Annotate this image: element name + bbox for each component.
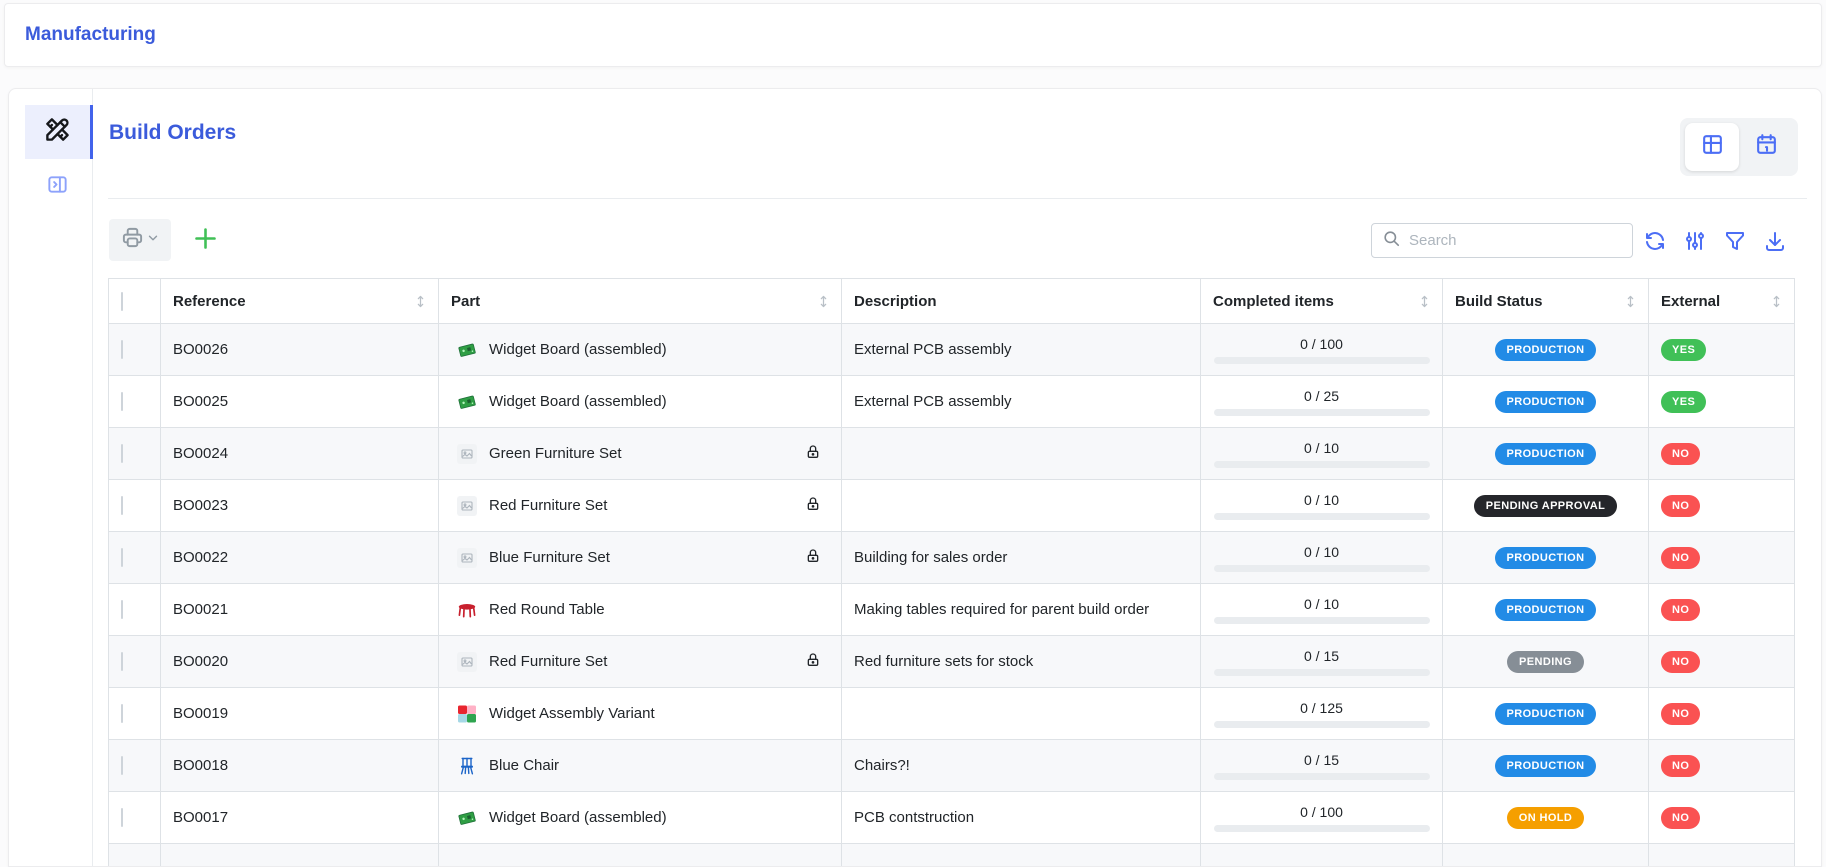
completed-value: 0 / 10 bbox=[1303, 595, 1340, 612]
row-checkbox[interactable] bbox=[121, 704, 123, 723]
description-cell: External PCB assembly bbox=[842, 376, 1201, 428]
build-status-badge: PRODUCTION bbox=[1495, 339, 1597, 361]
reference-cell: BO0022 bbox=[161, 532, 439, 584]
external-badge: YES bbox=[1661, 339, 1706, 361]
row-select-cell bbox=[109, 792, 161, 844]
pcb-thumbnail bbox=[457, 808, 477, 828]
pcb-thumbnail bbox=[457, 340, 477, 360]
app-header-bar bbox=[4, 3, 1822, 67]
column-label: Build Status bbox=[1455, 292, 1543, 310]
row-checkbox[interactable] bbox=[121, 756, 123, 775]
progress-bar bbox=[1214, 825, 1430, 832]
row-checkbox[interactable] bbox=[121, 600, 123, 619]
widget-variant-thumbnail bbox=[457, 704, 477, 724]
completed-items-cell bbox=[1201, 688, 1443, 740]
part-name: Widget Board (assembled) bbox=[489, 809, 667, 826]
panel-tab-rail bbox=[9, 89, 93, 867]
sort-icon[interactable] bbox=[1769, 294, 1784, 309]
row-checkbox[interactable] bbox=[121, 392, 123, 411]
page-breadcrumb-title: Manufacturing bbox=[25, 24, 156, 45]
column-header-external[interactable] bbox=[1649, 279, 1795, 324]
column-header-completed-items[interactable] bbox=[1201, 279, 1443, 324]
completed-value: 0 / 25 bbox=[1303, 387, 1340, 404]
part-name: Red Furniture Set bbox=[489, 653, 608, 670]
description-cell bbox=[842, 428, 1201, 480]
build-status-badge: PRODUCTION bbox=[1495, 547, 1597, 569]
build-orders-card bbox=[8, 88, 1822, 867]
row-select-cell bbox=[109, 428, 161, 480]
lock-icon bbox=[805, 548, 829, 568]
completed-items-cell bbox=[1201, 376, 1443, 428]
row-select-cell bbox=[109, 376, 161, 428]
printer-icon bbox=[121, 226, 144, 254]
filter-icon[interactable] bbox=[1723, 229, 1747, 253]
completed-value: 0 / 10 bbox=[1303, 491, 1340, 508]
row-select-cell bbox=[109, 688, 161, 740]
completed-value: 0 / 10 bbox=[1303, 439, 1340, 456]
reference-cell: BO0023 bbox=[161, 480, 439, 532]
external-badge: NO bbox=[1661, 547, 1700, 569]
select-all-checkbox[interactable] bbox=[121, 292, 123, 311]
download-icon[interactable] bbox=[1763, 229, 1787, 253]
row-checkbox[interactable] bbox=[121, 444, 123, 463]
image-placeholder bbox=[457, 652, 477, 672]
build-status-badge: PENDING bbox=[1507, 651, 1584, 673]
table-row[interactable] bbox=[109, 688, 1795, 740]
table-row[interactable] bbox=[109, 532, 1795, 584]
build-status-badge: PRODUCTION bbox=[1495, 755, 1597, 777]
completed-value: 0 / 100 bbox=[1300, 335, 1343, 352]
column-label: External bbox=[1661, 292, 1721, 310]
description-cell: PCB contstruction bbox=[842, 792, 1201, 844]
description-cell: Building for sales order bbox=[842, 532, 1201, 584]
image-placeholder bbox=[457, 548, 477, 568]
external-badge: NO bbox=[1661, 443, 1700, 465]
part-cell bbox=[451, 496, 829, 516]
select-all-header bbox=[109, 279, 161, 324]
description-cell: Red furniture sets for stock bbox=[842, 636, 1201, 688]
sort-icon[interactable] bbox=[1417, 294, 1432, 309]
divider bbox=[108, 198, 1807, 199]
calendar-view-button[interactable] bbox=[1739, 123, 1793, 171]
search-box bbox=[1371, 223, 1633, 258]
description-cell: Chairs?! bbox=[842, 740, 1201, 792]
completed-items-cell bbox=[1201, 324, 1443, 376]
completed-value: 0 / 10 bbox=[1303, 543, 1340, 560]
progress-bar bbox=[1214, 669, 1430, 676]
table-row[interactable] bbox=[109, 428, 1795, 480]
blue-chair-thumbnail bbox=[457, 756, 477, 776]
column-label: Part bbox=[451, 292, 481, 310]
table-row[interactable] bbox=[109, 740, 1795, 792]
progress-bar bbox=[1214, 513, 1430, 520]
external-badge: NO bbox=[1661, 807, 1700, 829]
row-select-cell bbox=[109, 532, 161, 584]
chevron-down-icon bbox=[146, 231, 160, 250]
completed-items-cell bbox=[1201, 584, 1443, 636]
part-cell bbox=[451, 704, 829, 724]
lock-icon bbox=[805, 496, 829, 516]
table-row[interactable] bbox=[109, 480, 1795, 532]
search-icon bbox=[1382, 229, 1401, 253]
part-cell bbox=[451, 392, 829, 412]
row-checkbox[interactable] bbox=[121, 340, 123, 359]
external-badge: YES bbox=[1661, 391, 1706, 413]
column-label: Reference bbox=[173, 292, 246, 310]
table-icon bbox=[1700, 132, 1725, 162]
lock-icon bbox=[805, 444, 829, 464]
collapse-panel-button[interactable] bbox=[25, 167, 89, 207]
reference-cell: BO0017 bbox=[161, 792, 439, 844]
completed-value: 0 / 15 bbox=[1303, 751, 1340, 768]
completed-value: 0 / 15 bbox=[1303, 647, 1340, 664]
completed-items-cell bbox=[1201, 636, 1443, 688]
row-select-cell bbox=[109, 324, 161, 376]
part-name: Widget Board (assembled) bbox=[489, 341, 667, 358]
description-cell bbox=[842, 480, 1201, 532]
reference-cell: BO0025 bbox=[161, 376, 439, 428]
reference-cell: BO0019 bbox=[161, 688, 439, 740]
part-name: Blue Chair bbox=[489, 757, 560, 774]
plus-icon bbox=[192, 225, 219, 257]
build-status-badge: PRODUCTION bbox=[1495, 599, 1597, 621]
column-label: Completed items bbox=[1213, 292, 1334, 310]
row-checkbox[interactable] bbox=[121, 652, 123, 671]
part-cell bbox=[451, 548, 829, 568]
part-cell bbox=[451, 600, 829, 620]
description-cell: External PCB assembly bbox=[842, 324, 1201, 376]
part-name: Widget Assembly Variant bbox=[489, 705, 655, 722]
row-select-cell bbox=[109, 584, 161, 636]
tab-build-orders[interactable] bbox=[25, 105, 93, 159]
search-input[interactable] bbox=[1409, 232, 1622, 249]
row-checkbox[interactable] bbox=[121, 496, 123, 515]
pcb-thumbnail bbox=[457, 392, 477, 412]
row-checkbox[interactable] bbox=[121, 548, 123, 567]
row-select-cell bbox=[109, 636, 161, 688]
part-cell bbox=[451, 808, 829, 828]
part-cell bbox=[451, 444, 829, 464]
completed-items-cell bbox=[1201, 480, 1443, 532]
external-badge: NO bbox=[1661, 703, 1700, 725]
image-placeholder bbox=[457, 444, 477, 464]
table-row[interactable] bbox=[109, 324, 1795, 376]
progress-bar bbox=[1214, 721, 1430, 728]
lock-icon bbox=[805, 652, 829, 672]
build-orders-table bbox=[108, 278, 1795, 867]
view-toggle bbox=[1680, 118, 1798, 176]
external-badge: NO bbox=[1661, 651, 1700, 673]
progress-bar bbox=[1214, 357, 1430, 364]
table-action-icons bbox=[1643, 229, 1787, 253]
build-status-badge: ON HOLD bbox=[1507, 807, 1585, 829]
part-cell bbox=[451, 340, 829, 360]
refresh-icon[interactable] bbox=[1643, 229, 1667, 253]
panel-content bbox=[93, 89, 1822, 867]
reference-cell: BO0024 bbox=[161, 428, 439, 480]
add-build-order-button[interactable] bbox=[185, 227, 225, 255]
table-row[interactable] bbox=[109, 376, 1795, 428]
build-status-badge: PRODUCTION bbox=[1495, 443, 1597, 465]
progress-bar bbox=[1214, 773, 1430, 780]
description-cell bbox=[842, 688, 1201, 740]
panel-title: Build Orders bbox=[109, 121, 237, 144]
tools-icon bbox=[44, 116, 71, 148]
progress-bar bbox=[1214, 409, 1430, 416]
reference-cell: BO0020 bbox=[161, 636, 439, 688]
part-cell bbox=[451, 756, 829, 776]
reference-cell: BO0026 bbox=[161, 324, 439, 376]
progress-bar bbox=[1214, 565, 1430, 572]
print-actions-button[interactable] bbox=[109, 219, 171, 261]
completed-items-cell bbox=[1201, 740, 1443, 792]
external-badge: NO bbox=[1661, 599, 1700, 621]
table-row[interactable] bbox=[109, 792, 1795, 844]
panel-right-icon bbox=[46, 173, 69, 201]
build-status-badge: PRODUCTION bbox=[1495, 703, 1597, 725]
part-name: Widget Board (assembled) bbox=[489, 393, 667, 410]
part-name: Red Round Table bbox=[489, 601, 605, 618]
table-row[interactable] bbox=[109, 636, 1795, 688]
column-label: Description bbox=[854, 292, 937, 310]
build-status-badge: PENDING APPROVAL bbox=[1474, 495, 1617, 517]
row-select-cell bbox=[109, 480, 161, 532]
part-name: Green Furniture Set bbox=[489, 445, 622, 462]
table-body bbox=[109, 324, 1795, 867]
sort-icon[interactable] bbox=[413, 294, 428, 309]
sort-icon[interactable] bbox=[1623, 294, 1638, 309]
description-cell: Making tables required for parent build order bbox=[842, 584, 1201, 636]
part-cell bbox=[451, 652, 829, 672]
completed-items-cell bbox=[1201, 428, 1443, 480]
red-table-thumbnail bbox=[457, 600, 477, 620]
external-badge: NO bbox=[1661, 755, 1700, 777]
column-header-reference[interactable] bbox=[161, 279, 439, 324]
row-checkbox[interactable] bbox=[121, 808, 123, 827]
column-header-build-status[interactable] bbox=[1443, 279, 1649, 324]
column-header-description bbox=[842, 279, 1201, 324]
column-header-part[interactable] bbox=[439, 279, 842, 324]
adjustments-icon[interactable] bbox=[1683, 229, 1707, 253]
table-view-button[interactable] bbox=[1685, 123, 1739, 171]
progress-bar bbox=[1214, 461, 1430, 468]
part-name: Red Furniture Set bbox=[489, 497, 608, 514]
image-placeholder bbox=[457, 496, 477, 516]
completed-items-cell bbox=[1201, 792, 1443, 844]
table-row-partial[interactable] bbox=[109, 844, 1795, 867]
calendar-icon bbox=[1754, 132, 1779, 162]
reference-cell: BO0018 bbox=[161, 740, 439, 792]
row-select-cell bbox=[109, 740, 161, 792]
table-row[interactable] bbox=[109, 584, 1795, 636]
completed-value: 0 / 125 bbox=[1300, 699, 1343, 716]
part-name: Blue Furniture Set bbox=[489, 549, 610, 566]
table-header-row bbox=[109, 279, 1795, 324]
progress-bar bbox=[1214, 617, 1430, 624]
build-status-badge: PRODUCTION bbox=[1495, 391, 1597, 413]
external-badge: NO bbox=[1661, 495, 1700, 517]
reference-cell: BO0021 bbox=[161, 584, 439, 636]
sort-icon[interactable] bbox=[816, 294, 831, 309]
completed-value: 0 / 100 bbox=[1300, 803, 1343, 820]
completed-items-cell bbox=[1201, 532, 1443, 584]
